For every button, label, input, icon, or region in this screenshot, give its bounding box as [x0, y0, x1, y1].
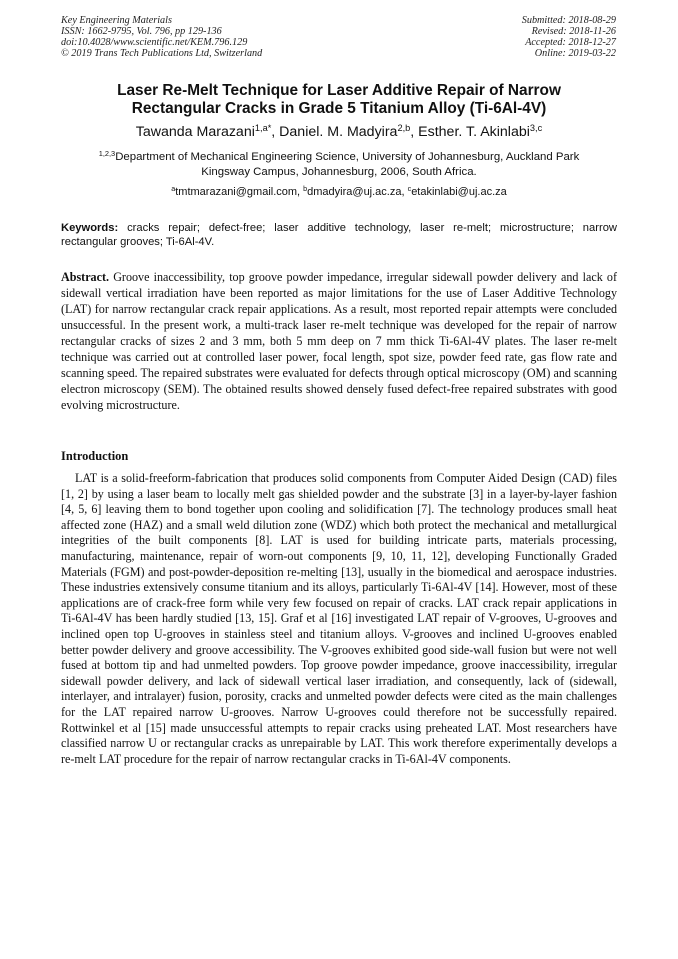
keywords — [61, 221, 617, 249]
issn-line: ISSN: 1662-9795, Vol. 796, pp 129-136 — [61, 26, 222, 37]
introduction-paragraph: LAT is a solid-freeform-fabrication that produces solid components from Computer Aided Design (CAD) files [1, 2] by using a laser beam to locally melt gas shielded powder and the substrate [3] in a layer-by-layer fashion [4, 5, 6] leaving them to bond together upon cooling and solidification [7]. The technology produces small heat affected zone (HAZ) and a small weld dilution zone (WDZ) which both protect the mechanical and metallurgical integrities of the built components [8]. LAT is used for building intricate parts, materials processing, manufacturing, maintenance, repair of worn-out components [9, 10, 11, 12], developing Functionally Graded Materials (FGM) and post-powder-deposition re-melting [13], usually in the biomedical and aerospace industries. These industries extensively consume titanium and its alloys, particularly Ti-6Al-4V [14]. However, most of these applications are of crack-free form while very few focused on repair of cracks. LAT crack repair applications in Ti-6Al-4V has been hardly studied [13, 15]. Graf et al [16] investigated LAT repair of V-grooves, U-grooves and inclined open top U-grooves in stainless steel and titanium alloys. V-grooves and inclined U-grooves enabled better powder delivery and groove accessibility. The V-grooves exhibited good side-wall fusion but were not well fused at bottom tip and had unmelted powders. Top groove powder impedance, groove inaccessibility, irregular sidewall powder delivery, and lack of sidewall vertical laser irradiation, and consequently, lack of (sidewall, interlayer, and intralayer) fusion, porosity, cracks and unmelted powder defects were cited as the main challenges for the LAT repaired narrow U-grooves. Narrow U-grooves could therefore not be successfully repaired. Rottwinkel et al [15] made unsuccessful attempts to repair cracks using preheated LAT. Most researchers have classified narrow U or rectangular cracks as unrepairable by LAT. This work therefore experimentally develops a re-melt LAT procedure for the repair of narrow rectangular cracks in Ti-6Al-4V components. — [61, 471, 617, 766]
paper-title — [61, 82, 617, 118]
author-affil-mark: 2,b — [397, 122, 411, 133]
email-mark: c — [407, 185, 412, 194]
abstract — [61, 269, 617, 413]
email-link[interactable]: tmtmarazani@gmail.com — [175, 186, 298, 198]
author-separator: , — [410, 124, 419, 140]
email-separator: , — [297, 186, 304, 198]
copyright-line: © 2019 Trans Tech Publications Ltd, Switzerland — [61, 48, 263, 59]
author-name: Esther. T. Akinlabi — [418, 124, 530, 140]
author-name: Daniel. M. Madyira — [279, 124, 398, 140]
section-heading-introduction: Introduction — [61, 449, 129, 463]
affiliation — [61, 150, 617, 180]
abstract-text: Groove inaccessibility, top groove powder impedance, irregular sidewall powder delivery and lack of sidewall vertical irradiation have been reported as major limitations for the use of Laser Additive Technology (LAT) for narrow rectangular crack repair applications. As a result, most reported repair attempts were concluded unsuccessful. In the present work, a multi-track laser re-melt technique was developed for the repair of narrow rectangular cracks of sizes 2 and 3 mm, both 5 mm deep on 7 mm thick Ti-6Al-4V plates. The laser re-melt technique was carried out at controlled laser power, focal length, spot size, powder feed rate, gas flow rate and scanning speed. The repaired substrates were evaluated for defects through optical microscopy (OM) and scanning electron microscopy (SEM). The obtained results showed densely fused defect-free repaired substrates with good evolving microstructure. — [61, 270, 617, 412]
journal-name: Key Engineering Materials — [61, 15, 172, 26]
doi-line: doi:10.4028/www.scientific.net/KEM.796.129 — [61, 37, 248, 48]
email-link[interactable]: dmadyira@uj.ac.za — [307, 186, 402, 198]
publication-dates — [522, 15, 616, 59]
submitted-date: Submitted: 2018-08-29 — [521, 15, 616, 26]
email-link[interactable]: etakinlabi@uj.ac.za — [411, 186, 507, 198]
email-mark: a — [171, 185, 176, 194]
affiliation-line-2: Kingsway Campus, Johannesburg, 2006, South Africa. — [201, 166, 477, 178]
author-name: Tawanda Marazani — [135, 124, 255, 140]
keywords-text: cracks repair; defect-free; laser additive technology, laser re-melt; microstructure; narrow rectangular grooves; Ti-6Al-4V. — [61, 222, 617, 248]
author-separator: , — [271, 124, 280, 140]
revised-date: Revised: 2018-11-26 — [531, 26, 616, 37]
keywords-label: Keywords: — [61, 222, 119, 234]
accepted-date: Accepted: 2018-12-27 — [525, 37, 616, 48]
affiliation-text: Department of Mechanical Engineering Science, University of Johannesburg, Auckland Park — [115, 151, 580, 163]
author-list — [61, 123, 617, 141]
title-line-1: Laser Re-Melt Technique for Laser Additive Repair of Narrow — [117, 82, 561, 99]
author-emails — [61, 186, 617, 199]
online-date: Online: 2019-03-22 — [534, 48, 616, 59]
title-line-2: Rectangular Cracks in Grade 5 Titanium Alloy (Ti-6Al-4V) — [131, 100, 547, 117]
author-affil-mark: 1,a* — [254, 122, 272, 133]
abstract-label: Abstract. — [61, 270, 110, 284]
affiliation-mark: 1,2,3 — [98, 148, 116, 158]
email-separator: , — [401, 186, 408, 198]
author-affil-mark: 3,c — [529, 122, 543, 133]
affiliation-line-1 — [61, 150, 617, 165]
journal-info — [61, 15, 262, 59]
email-mark: b — [303, 185, 308, 194]
